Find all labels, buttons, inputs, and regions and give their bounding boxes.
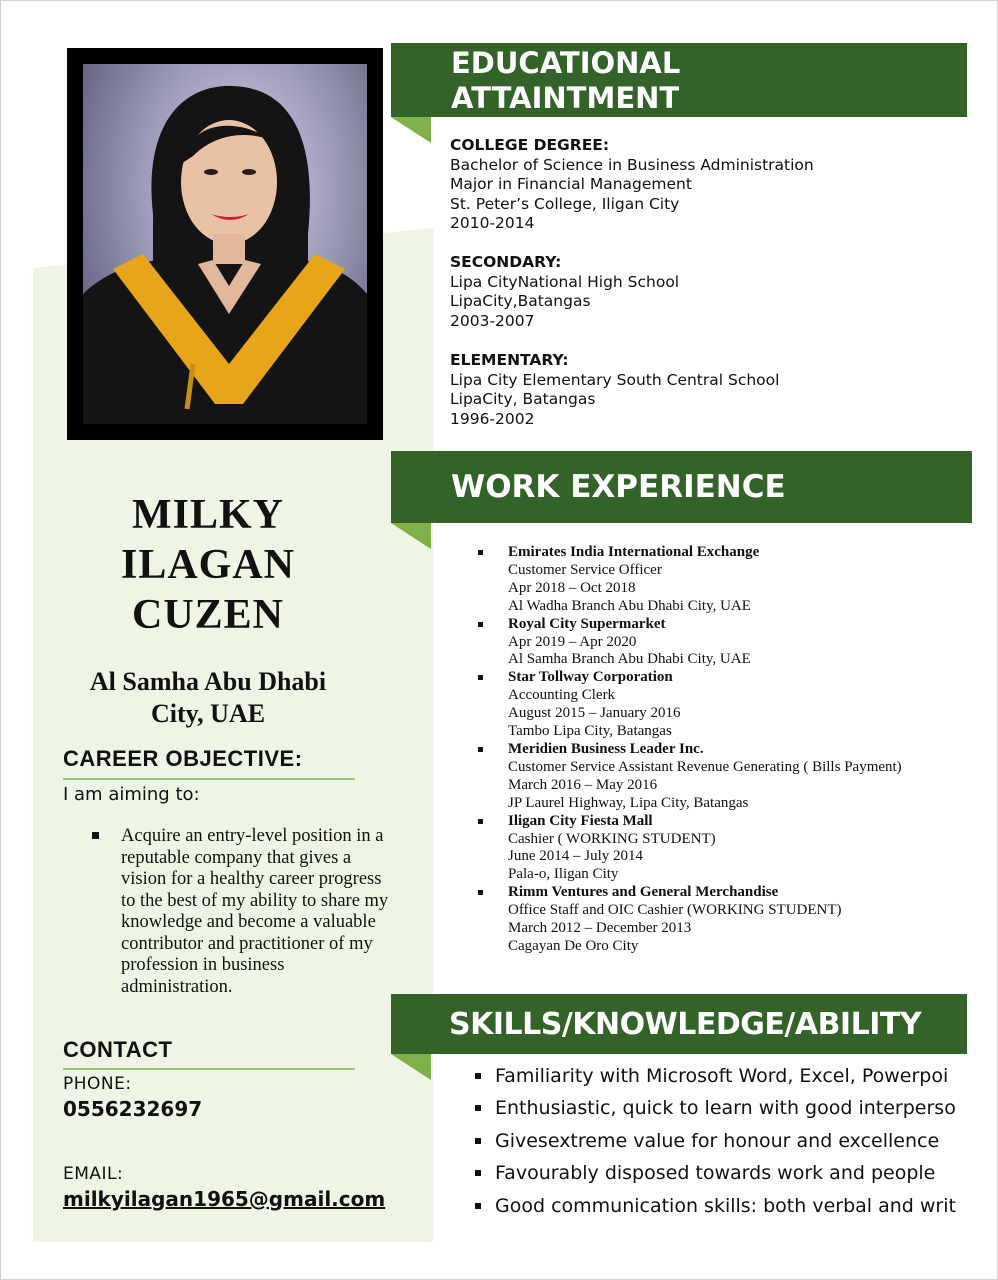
career-objective-heading: CAREER OBJECTIVE: <box>63 746 303 771</box>
skill-item <box>475 1190 967 1222</box>
bullet-square-icon <box>478 890 483 895</box>
name-line: CUZEN <box>131 592 285 638</box>
bullet-square-icon <box>475 1170 481 1176</box>
work-employer: Star Tollway Corporation <box>508 669 673 686</box>
work-detail: Cashier ( WORKING STUDENT) <box>508 830 716 847</box>
education-line: Lipa CityNational High School <box>450 272 680 291</box>
skill-text: Givesextreme value for honour and excellence <box>495 1129 940 1152</box>
work-detail: Accounting Clerk <box>508 687 616 704</box>
work-experience-banner <box>391 451 972 523</box>
education-line: 1996-2002 <box>450 409 535 428</box>
education-line: Bachelor of Science in Business Administration <box>450 155 814 174</box>
work-item <box>478 544 978 616</box>
bullet-square-icon <box>478 747 483 752</box>
education-line: St. Peter’s College, Iligan City <box>450 194 680 213</box>
bullet-square-icon <box>478 819 483 824</box>
skill-text: Familiarity with Microsoft Word, Excel, Powerpoi <box>495 1065 949 1087</box>
career-objective-rule <box>63 778 355 780</box>
work-employer: Iligan City Fiesta Mall <box>508 812 653 829</box>
candidate-name <box>50 490 366 640</box>
phone-value: 0556232697 <box>63 1097 203 1121</box>
education-banner <box>391 43 967 117</box>
work-detail: March 2012 – December 2013 <box>508 920 692 937</box>
work-item <box>478 669 978 741</box>
work-detail: March 2016 – May 2016 <box>508 776 658 793</box>
bullet-square-icon <box>92 832 99 839</box>
phone-label: PHONE: <box>63 1074 132 1094</box>
work-experience-list <box>478 544 978 956</box>
education-section-title: COLLEGE DEGREE: <box>450 136 610 154</box>
address-line: Al Samha Abu Dhabi <box>89 667 327 696</box>
work-employer: Royal City Supermarket <box>508 615 666 632</box>
work-experience-heading: WORK EXPERIENCE <box>451 469 786 505</box>
bullet-square-icon <box>475 1073 481 1079</box>
work-detail: Al Samha Branch Abu Dhabi City, UAE <box>508 651 751 668</box>
work-detail: Apr 2019 – Apr 2020 <box>508 633 637 650</box>
education-section-title: ELEMENTARY: <box>450 351 569 369</box>
skill-text: Good communication skills: both verbal and writ <box>495 1194 956 1217</box>
education-line: LipaCity, Batangas <box>450 390 596 408</box>
email-label: EMAIL: <box>63 1164 124 1184</box>
work-item <box>478 884 978 956</box>
email-link[interactable]: milkyilagan1965@gmail.com <box>63 1187 386 1211</box>
bullet-square-icon <box>478 675 483 680</box>
work-detail: August 2015 – January 2016 <box>508 705 681 722</box>
career-objective-text: Acquire an entry-level position in a reputable company that gives a vision for a healthy career progress to the best of my ability to share my knowledge and become a valuable contributor and practitioner of my profession in business administration. <box>121 826 389 997</box>
work-employer: Rimm Ventures and General Merchandise <box>508 884 779 901</box>
work-item <box>478 813 978 885</box>
work-item <box>478 616 978 670</box>
work-detail: Pala-o, Iligan City <box>508 866 619 883</box>
skill-text: Favourably disposed towards work and people <box>495 1162 936 1185</box>
profile-photo <box>83 64 367 424</box>
education-line: LipaCity,Batangas <box>450 292 591 310</box>
skill-item <box>475 1157 967 1189</box>
work-detail: JP Laurel Highway, Lipa City, Batangas <box>508 794 749 811</box>
skills-banner-fold <box>391 1054 431 1080</box>
work-detail: Apr 2018 – Oct 2018 <box>508 579 636 596</box>
bullet-square-icon <box>475 1138 481 1144</box>
skill-item <box>475 1060 967 1092</box>
work-banner-fold <box>391 523 431 549</box>
work-detail: Customer Service Officer <box>508 561 662 578</box>
career-objective-bullet <box>92 826 392 998</box>
work-detail: Al Wadha Branch Abu Dhabi City, UAE <box>508 597 751 614</box>
work-item <box>478 741 978 813</box>
name-line: ILAGAN <box>120 542 296 588</box>
work-employer: Emirates India International Exchange <box>508 544 760 560</box>
education-elementary <box>450 351 779 429</box>
skill-text: Enthusiastic, quick to learn with good interperso <box>495 1097 956 1120</box>
bullet-square-icon <box>475 1105 481 1111</box>
work-detail: June 2014 – July 2014 <box>508 848 643 865</box>
education-line: Major in Financial Management <box>450 175 692 193</box>
name-line: MILKY <box>132 492 284 538</box>
education-heading-line: EDUCATIONAL <box>451 46 681 80</box>
career-objective-intro: I am aiming to: <box>63 784 200 805</box>
profile-photo-frame <box>67 48 383 440</box>
address-line: City, UAE <box>150 699 266 728</box>
education-line: 2003-2007 <box>450 311 535 330</box>
education-banner-fold <box>391 117 431 143</box>
bullet-square-icon <box>478 550 483 555</box>
education-line: 2010-2014 <box>450 214 535 232</box>
work-employer: Meridien Business Leader Inc. <box>508 740 704 757</box>
work-detail: Cagayan De Oro City <box>508 937 639 954</box>
skill-item <box>475 1125 967 1157</box>
skill-item <box>475 1092 967 1124</box>
graduation-portrait-image <box>83 64 367 424</box>
education-secondary <box>450 253 679 331</box>
contact-heading: CONTACT <box>63 1037 173 1062</box>
work-detail: Tambo Lipa City, Batangas <box>508 723 672 740</box>
skills-heading: SKILLS/KNOWLEDGE/ABILITY <box>449 1007 922 1042</box>
work-detail: Customer Service Assistant Revenue Generating ( Bills Payment) <box>508 758 902 775</box>
education-college <box>450 136 814 234</box>
education-heading-line: ATTAINTMENT <box>451 81 680 115</box>
candidate-address <box>50 666 366 730</box>
work-detail: Office Staff and OIC Cashier (WORKING STUDENT) <box>508 902 842 919</box>
skills-list <box>475 1060 967 1222</box>
bullet-square-icon <box>475 1203 481 1209</box>
skills-banner <box>391 994 967 1054</box>
bullet-square-icon <box>478 622 483 627</box>
education-section-title: SECONDARY: <box>450 253 562 271</box>
education-line: Lipa City Elementary South Central School <box>450 370 780 389</box>
contact-rule <box>63 1068 355 1070</box>
